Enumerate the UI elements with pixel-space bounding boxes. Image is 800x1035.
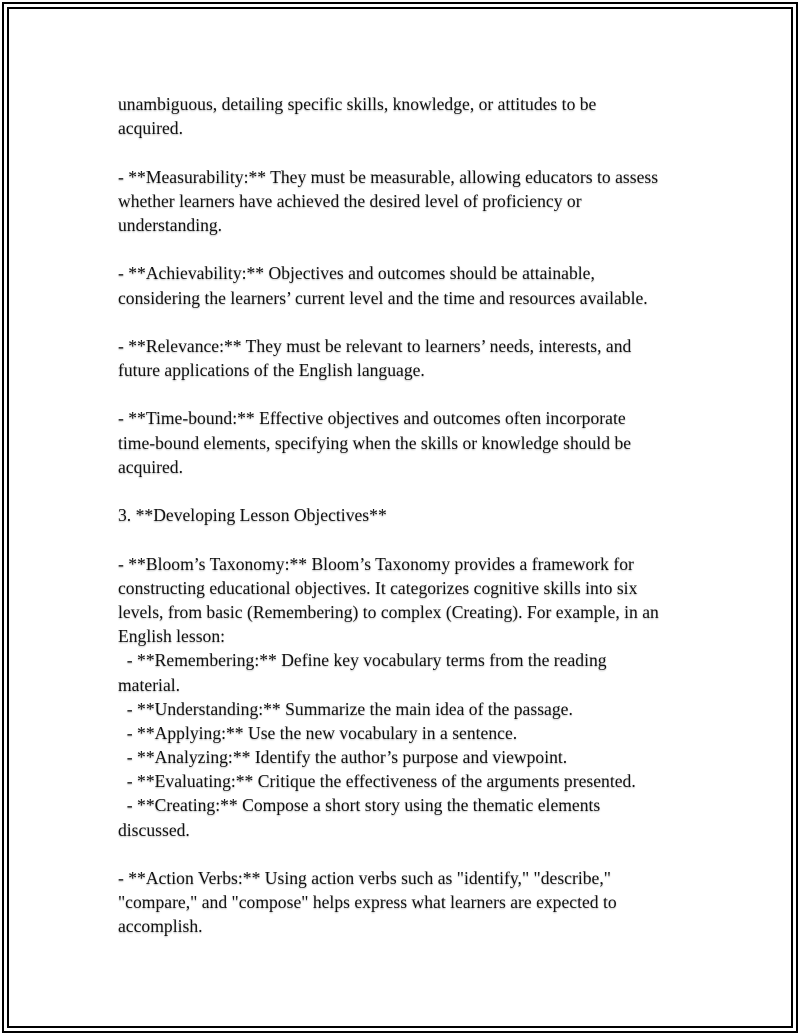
text-line: whether learners have achieved the desired level of proficiency or (118, 190, 582, 211)
paragraph-spacer (118, 527, 718, 551)
paragraph-spacer (118, 479, 718, 503)
text-line: constructing educational objectives. It categorizes cognitive skills into six (118, 577, 638, 598)
paragraph-spacer (118, 237, 718, 261)
list-item-analyzing: - **Analyzing:** Identify the author’s purpose and viewpoint. (118, 747, 568, 768)
paragraph-spacer (118, 382, 718, 406)
text-line: - **Relevance:** They must be relevant to learners’ needs, interests, and (118, 335, 632, 356)
text-line: material. (118, 674, 181, 695)
text-line: accomplish. (118, 916, 203, 937)
text-line: acquired. (118, 118, 183, 139)
text-line: - **Action Verbs:** Using action verbs such as "identify," "describe," (118, 868, 611, 888)
heading-line: 3. **Developing Lesson Objectives** (118, 505, 387, 526)
text-line: English lesson: (118, 626, 226, 647)
text-line: - **Time-bound:** Effective objectives and outcomes often incorporate (118, 408, 626, 429)
paragraph-spacer (118, 842, 718, 866)
list-item-evaluating: - **Evaluating:** Critique the effectiveness of the arguments presented. (118, 771, 636, 792)
text-line: considering the learners’ current level and the time and resources available. (118, 287, 648, 308)
text-line: unambiguous, detailing specific skills, knowledge, or attitudes to be (118, 94, 597, 114)
paragraph-achievability (118, 261, 718, 309)
text-line: acquired. (118, 456, 183, 477)
text-line: "compare," and "compose" helps express what learners are expected to (118, 892, 617, 913)
text-line: discussed. (118, 819, 190, 840)
paragraph-relevance (118, 334, 718, 382)
text-line: - **Achievability:** Objectives and outcomes should be attainable, (118, 263, 595, 284)
text-line: understanding. (118, 214, 223, 235)
text-line: - **Measurability:** They must be measurable, allowing educators to assess (118, 166, 659, 187)
document-body (118, 92, 718, 939)
paragraph-time-bound (118, 406, 718, 479)
paragraph-action-verbs (118, 866, 718, 939)
paragraph-blooms-taxonomy (118, 552, 718, 842)
list-item-creating: - **Creating:** Compose a short story using the thematic elements (118, 795, 601, 816)
paragraph-measurability (118, 165, 718, 238)
text-line: - **Bloom’s Taxonomy:** Bloom’s Taxonomy provides a framework for (118, 553, 634, 574)
text-line: time-bound elements, specifying when the skills or knowledge should be (118, 432, 632, 453)
paragraph-spacer (118, 310, 718, 334)
text-line: future applications of the English language. (118, 360, 425, 381)
list-item-remembering: - **Remembering:** Define key vocabulary terms from the reading (118, 650, 607, 671)
list-item-understanding: - **Understanding:** Summarize the main idea of the passage. (118, 698, 573, 719)
text-line: levels, from basic (Remembering) to complex (Creating). For example, in an (118, 601, 659, 622)
paragraph-specificity-continuation (118, 92, 718, 140)
paragraph-spacer (118, 140, 718, 164)
list-item-applying: - **Applying:** Use the new vocabulary in a sentence. (118, 722, 518, 743)
section-heading (118, 503, 718, 527)
